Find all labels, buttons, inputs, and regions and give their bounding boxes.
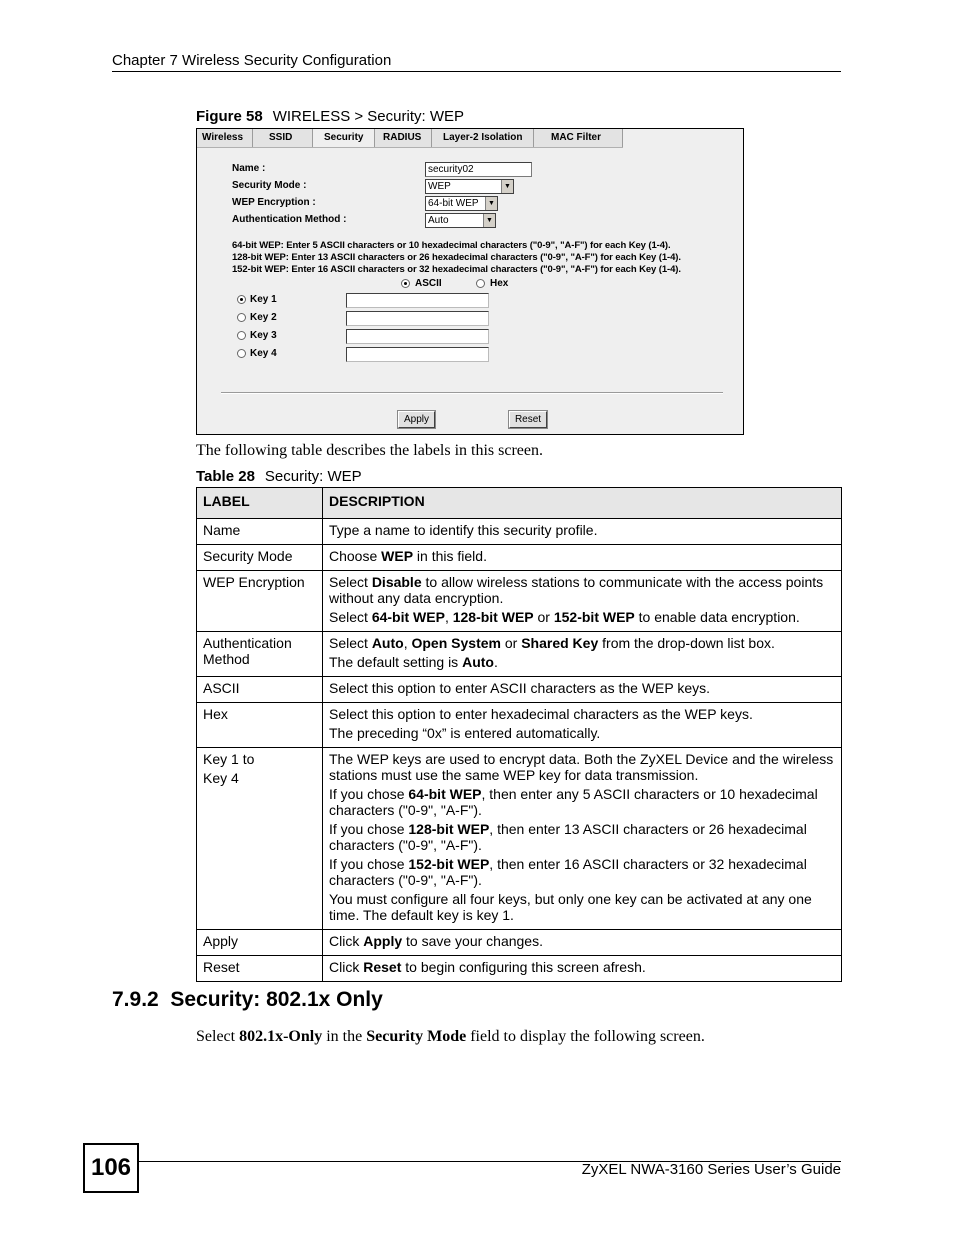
row-label: Security Mode (197, 545, 323, 571)
row-label-line: Key 4 (203, 770, 239, 786)
tab-radius[interactable]: RADIUS (375, 129, 432, 147)
wep-encryption-select[interactable] (425, 196, 498, 211)
section-text: Select 802.1x-Only in the Security Mode field to display the following screen. (196, 1028, 705, 1045)
apply-button[interactable]: Apply (398, 411, 435, 428)
chevron-down-icon: ▼ (501, 180, 513, 193)
description-paragraph: The WEP keys are used to encrypt data. Both the ZyXEL Device and the wireless stations must use the same WEP key for data transmission. (329, 751, 834, 783)
section-heading: 7.9.2 Security: 802.1x Only (112, 988, 383, 1011)
security-mode-label: Security Mode : (232, 180, 307, 191)
table-title: Security: WEP (264, 468, 362, 485)
guide-title: ZyXEL NWA-3160 Series User’s Guide (581, 1161, 841, 1178)
ascii-label: ASCII (415, 278, 442, 289)
row-label: Apply (197, 930, 323, 956)
tab-bar (197, 129, 623, 148)
chevron-down-icon: ▼ (485, 197, 497, 210)
tab-mac-filter[interactable]: MAC Filter (534, 129, 623, 147)
description-paragraph: Click Apply to save your changes. (329, 933, 543, 949)
row-label: Hex (197, 703, 323, 748)
description-paragraph: The default setting is Auto. (329, 654, 498, 670)
table-row (197, 519, 842, 545)
row-description (323, 545, 842, 571)
key3-radio[interactable] (237, 331, 246, 340)
key2-radio[interactable] (237, 313, 246, 322)
table-row (197, 632, 842, 677)
header-rule (112, 71, 841, 72)
row-label: WEP Encryption (197, 571, 323, 632)
ascii-radio[interactable] (401, 279, 410, 288)
description-paragraph: Select this option to enter hexadecimal characters as the WEP keys. (329, 706, 753, 722)
figure-number: Figure 58 (196, 108, 263, 125)
table-header-row (197, 488, 842, 519)
tab-security[interactable]: Security (313, 129, 375, 147)
description-paragraph: Select Auto, Open System or Shared Key from the drop-down list box. (329, 635, 775, 651)
key4-radio[interactable] (237, 349, 246, 358)
wep-encryption-label: WEP Encryption : (232, 197, 316, 208)
row-description (323, 703, 842, 748)
figure-title: WIRELESS > Security: WEP (272, 108, 464, 125)
chevron-down-icon: ▼ (483, 214, 495, 227)
security-wep-screenshot (196, 128, 744, 435)
row-description (323, 677, 842, 703)
tab-wireless[interactable]: Wireless (197, 129, 253, 147)
table-body (197, 519, 842, 982)
key4-label: Key 4 (250, 348, 277, 359)
tab-layer2-isolation[interactable]: Layer-2 Isolation (432, 129, 534, 147)
row-label: Authentication Method (197, 632, 323, 677)
reset-button[interactable]: Reset (509, 411, 547, 428)
header-description: DESCRIPTION (323, 488, 842, 519)
figure-caption (196, 108, 464, 125)
table-row (197, 677, 842, 703)
description-paragraph: Select 64-bit WEP, 128-bit WEP or 152-bit WEP to enable data encryption. (329, 609, 800, 625)
table-row (197, 545, 842, 571)
description-paragraph: You must configure all four keys, but only one key can be activated at any one time. The default key is key 1. (329, 891, 812, 923)
header-label: LABEL (197, 488, 323, 519)
description-paragraph: If you chose 152-bit WEP, then enter 16 ASCII characters or 32 hexadecimal characters ("0-9", "A-F"). (329, 856, 807, 888)
name-input[interactable]: security02 (425, 162, 532, 177)
table-caption (196, 468, 362, 485)
description-paragraph: Type a name to identify this security profile. (329, 522, 598, 538)
description-paragraph: Click Reset to begin configuring this screen afresh. (329, 959, 646, 975)
key2-label: Key 2 (250, 312, 277, 323)
row-description (323, 571, 842, 632)
info-line-152: 152-bit WEP: Enter 16 ASCII characters or 32 hexadecimal characters ("0-9", "A-F") for each Key (1-4). (232, 264, 681, 275)
description-paragraph: Select this option to enter ASCII characters as the WEP keys. (329, 680, 711, 696)
row-label-line: Key 1 to (203, 751, 255, 767)
key4-input[interactable] (346, 347, 489, 362)
table-row (197, 703, 842, 748)
description-paragraph: Choose WEP in this field. (329, 548, 487, 564)
key1-radio[interactable] (237, 295, 246, 304)
description-paragraph: The preceding “0x” is entered automatically. (329, 725, 601, 741)
row-description (323, 632, 842, 677)
row-label: Name (197, 519, 323, 545)
description-paragraph: If you chose 64-bit WEP, then enter any 5 ASCII characters or 10 hexadecimal characters ("0-9", "A-F"). (329, 786, 818, 818)
hex-label: Hex (490, 278, 509, 289)
form-divider (221, 392, 723, 394)
description-paragraph: Select Disable to allow wireless stations to communicate with the access points without any data encryption. (329, 574, 824, 606)
hex-radio[interactable] (476, 279, 485, 288)
wep-encryption-value: 64-bit WEP (428, 198, 479, 209)
security-mode-value: WEP (428, 181, 451, 192)
key3-label: Key 3 (250, 330, 277, 341)
row-description (323, 748, 842, 930)
info-line-128: 128-bit WEP: Enter 13 ASCII characters or 26 hexadecimal characters ("0-9", "A-F") for each Key (1-4). (232, 252, 681, 263)
key3-input[interactable] (346, 329, 489, 344)
auth-method-label: Authentication Method : (232, 214, 347, 225)
description-paragraph: If you chose 128-bit WEP, then enter 13 ASCII characters or 26 hexadecimal characters ("0-9", "A-F"). (329, 821, 807, 853)
auth-method-select[interactable] (425, 213, 496, 228)
auth-method-value: Auto (428, 215, 449, 226)
key1-label: Key 1 (250, 294, 277, 305)
key2-input[interactable] (346, 311, 489, 326)
security-mode-select[interactable] (425, 179, 514, 194)
table-row (197, 571, 842, 632)
row-description (323, 930, 842, 956)
running-header: Chapter 7 Wireless Security Configuration (112, 52, 392, 69)
table-row (197, 930, 842, 956)
intro-text: The following table describes the labels in this screen. (196, 442, 544, 459)
key1-input[interactable] (346, 293, 489, 308)
info-line-64: 64-bit WEP: Enter 5 ASCII characters or 10 hexadecimal characters ("0-9", "A-F") for each Key (1-4). (232, 240, 671, 251)
wep-form (197, 148, 743, 434)
row-label: ASCII (197, 677, 323, 703)
row-label (197, 748, 323, 930)
table-row (197, 956, 842, 982)
row-description (323, 956, 842, 982)
page-number: 106 (83, 1143, 139, 1193)
table-number: Table 28 (196, 468, 255, 485)
table-row (197, 748, 842, 930)
description-table (196, 487, 842, 982)
tab-ssid[interactable]: SSID (253, 129, 313, 147)
row-label: Reset (197, 956, 323, 982)
row-description (323, 519, 842, 545)
name-label: Name : (232, 163, 266, 174)
